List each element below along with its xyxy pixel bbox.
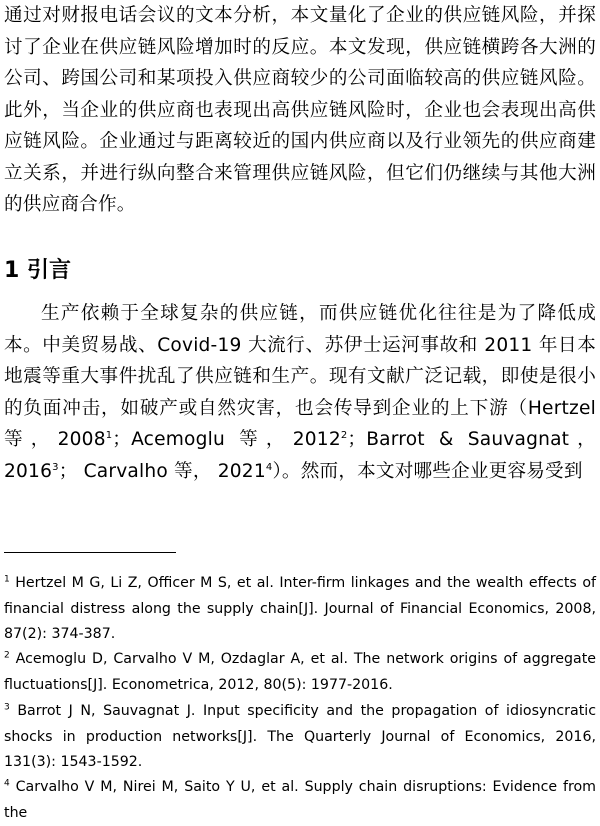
section-number: 1	[4, 258, 20, 283]
footnote-text: Barrot J N, Sauvagnat J. Input specificity and the propagation of idiosyncratic shocks in production networks[J]. The Quarterly Journal of Economics, 2016, 131(3): 1543-1592.	[4, 703, 597, 770]
footnote-marker: 2	[4, 650, 10, 661]
citation-hertzel: Hertzel 等，2008$^1$	[4, 397, 596, 450]
section-title: 引言	[26, 258, 71, 283]
footnote-3	[4, 699, 596, 776]
footnote-marker: 4	[4, 778, 10, 789]
footnote-ref-1: 1	[105, 429, 113, 441]
citation-barrot: Barrot & Sauvagnat，2016$^3$	[4, 429, 596, 482]
footnote-text: Acemoglu D, Carvalho V M, Ozdaglar A, et al. The network origins of aggregate fluctuations[J]. Econometrica, 2012, 80(5): 1977-2016.	[4, 651, 596, 693]
body-paragraph: 生产依赖于全球复杂的供应链，而供应链优化往往是为了降低成本。中美贸易战、Covid-19 大流行、苏伊士运河事故和 2011 年日本地震等重大事件扰乱了供应链和生产。现有文献广泛记载，即使是很小的负面冲击，如破产或自然灾害，也会传导到企业的上下游（Hertzel 等，2008$^1$；Acemoglu 等，2012$^2$；Barrot & Sauvagnat，2016$^3$； Carvalho 等， 2021$^4$）。然而，本文对哪些企业更容易受到	[4, 303, 596, 482]
footnote-marker: 1	[4, 574, 10, 585]
footnote-ref-3: 3	[52, 461, 59, 473]
footnote-2	[4, 647, 596, 698]
section-heading	[4, 256, 71, 286]
citation-carvalho: Carvalho 等， 2021$^4$	[83, 460, 273, 482]
footnote-ref-4: 4	[265, 461, 273, 473]
footnote-1	[4, 571, 596, 648]
footnote-text: Hertzel M G, Li Z, Officer M S, et al. Inter-firm linkages and the wealth effects of financial distress along the supply chain[J]. Journal of Financial Economics, 2008, 87(2): 374-387.	[4, 575, 596, 642]
footnote-marker: 3	[4, 702, 10, 713]
footnote-4	[4, 775, 596, 826]
abstract-paragraph: 通过对财报电话会议的文本分析，本文量化了企业的供应链风险，并探讨了企业在供应链风险增加时的反应。本文发现，供应链横跨各大洲的公司、跨国公司和某项投入供应商较少的公司面临较高的供应链风险。此外，当企业的供应商也表现出高供应链风险时，企业也会表现出高供应链风险。企业通过与距离较近的国内供应商以及行业领先的供应商建立关系，并进行纵向整合来管理供应链风险，但它们仍继续与其他大洲的供应商合作。	[4, 5, 596, 215]
footnote-ref-2: 2	[340, 429, 348, 441]
footnote-text: Carvalho V M, Nirei M, Saito Y U, et al. Supply chain disruptions: Evidence from the	[4, 779, 597, 821]
citation-acemoglu: Acemoglu 等，2012$^2$	[131, 429, 348, 450]
footnote-divider	[4, 552, 176, 553]
